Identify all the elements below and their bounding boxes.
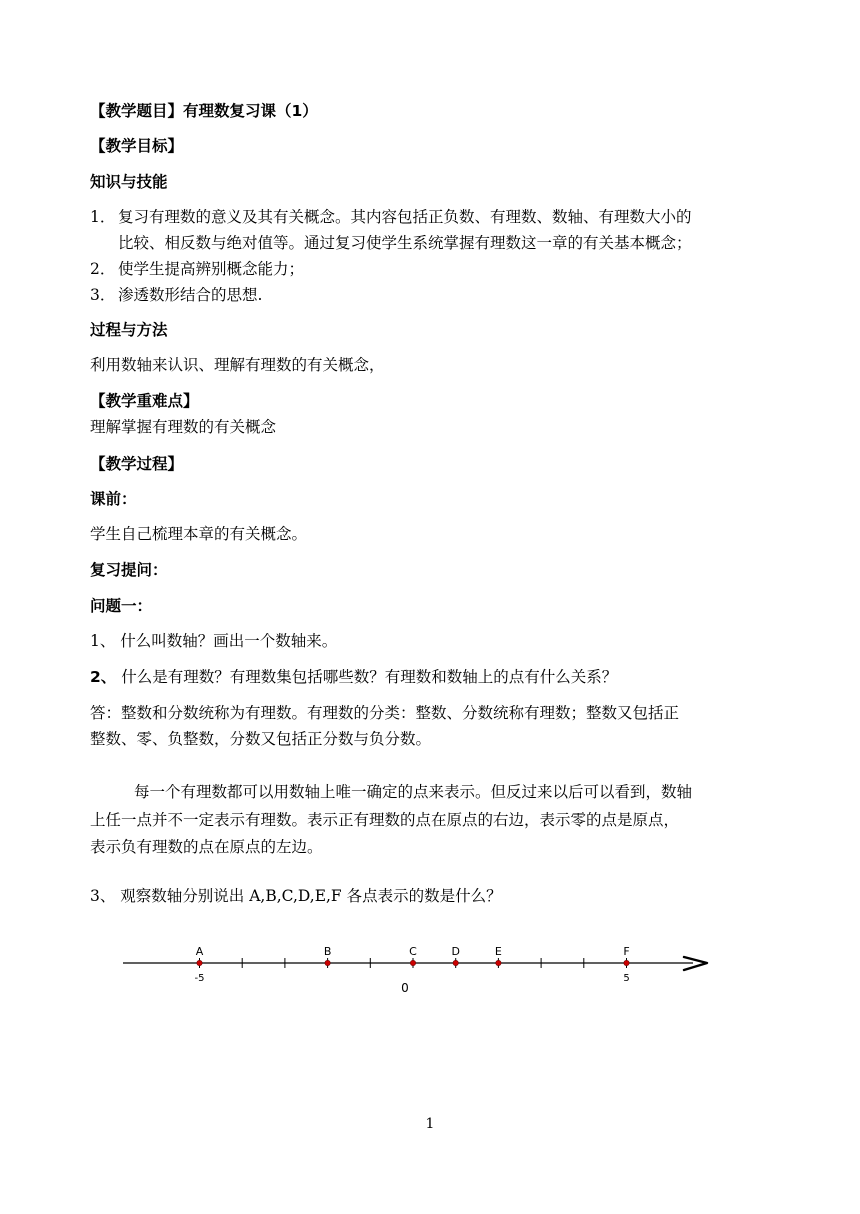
method-text: 利用数轴来认识、理解有理数的有关概念， [90, 356, 385, 374]
tick-label: -5 [194, 973, 205, 984]
question-1-item-2 [90, 667, 617, 687]
before-class-heading: 课前： [90, 490, 137, 508]
answer-line-1: 答：整数和分数统称为有理数。有理数的分类：整数、分数统称有理数；整数又包括正 [90, 704, 680, 722]
goal-1-line2: 比较、相反数与绝对值等。通过复习使学生系统掌握有理数这一章的有关基本概念； [118, 234, 692, 252]
number-line-diagram [118, 938, 718, 1000]
point-a [197, 960, 202, 965]
point-e [496, 960, 501, 965]
question-1-item-2-number: 2、 [90, 668, 117, 686]
difficulty-heading: 【教学重难点】 [90, 392, 199, 410]
goals-heading: 【教学目标】 [90, 137, 184, 155]
tick-label: 0 [401, 981, 409, 995]
method-heading: 过程与方法 [90, 321, 168, 339]
goal-3-number: 3． [90, 286, 116, 304]
goal-1-number: 1． [90, 208, 116, 226]
tick-label: 5 [623, 973, 630, 984]
point-label-c: C [409, 945, 417, 958]
goal-2-number: 2． [90, 260, 116, 278]
point-c [410, 960, 415, 965]
question-1-item-2-text: 什么是有理数？有理数集包括哪些数？有理数和数轴上的点有什么关系？ [116, 668, 618, 686]
process-heading: 【教学过程】 [90, 455, 184, 473]
paragraph-line-3: 表示负有理数的点在原点的左边。 [90, 838, 323, 856]
answer-line-2: 整数、零、负整数，分数又包括正分数与负分数。 [90, 730, 432, 748]
difficulty-text: 理解掌握有理数的有关概念 [90, 418, 277, 436]
goal-1-line1: 复习有理数的意义及其有关概念。其内容包括正负数、有理数、数轴、有理数大小的 [118, 208, 692, 226]
question-3: 3、 观察数轴分别说出 A,B,C,D,E,F 各点表示的数是什么？ [90, 887, 502, 905]
question-1-heading: 问题一： [90, 597, 153, 615]
point-f [624, 960, 629, 965]
knowledge-heading: 知识与技能 [90, 173, 168, 191]
point-label-e: E [494, 945, 502, 958]
question-1-item-1: 1、 什么叫数轴？画出一个数轴来。 [90, 632, 338, 650]
goal-2-text: 使学生提高辨别概念能力； [118, 260, 305, 278]
point-d [453, 960, 458, 965]
point-label-b: B [323, 945, 332, 958]
paragraph-line-2: 上任一点并不一定表示有理数。表示正有理数的点在原点的右边，表示零的点是原点， [90, 811, 680, 829]
point-label-a: A [195, 945, 204, 958]
page-number: 1 [425, 1116, 435, 1132]
point-label-f: F [623, 945, 630, 958]
point-label-d: D [451, 945, 460, 958]
point-b [325, 960, 330, 965]
review-heading: 复习提问： [90, 561, 168, 579]
before-class-text: 学生自己梳理本章的有关概念。 [90, 525, 308, 543]
goal-3-text: 渗透数形结合的思想. [118, 286, 263, 304]
lesson-title: 【教学题目】有理数复习课（1） [90, 102, 318, 120]
paragraph-line-1: 每一个有理数都可以用数轴上唯一确定的点来表示。但反过来以后可以看到，数轴 [134, 783, 693, 801]
